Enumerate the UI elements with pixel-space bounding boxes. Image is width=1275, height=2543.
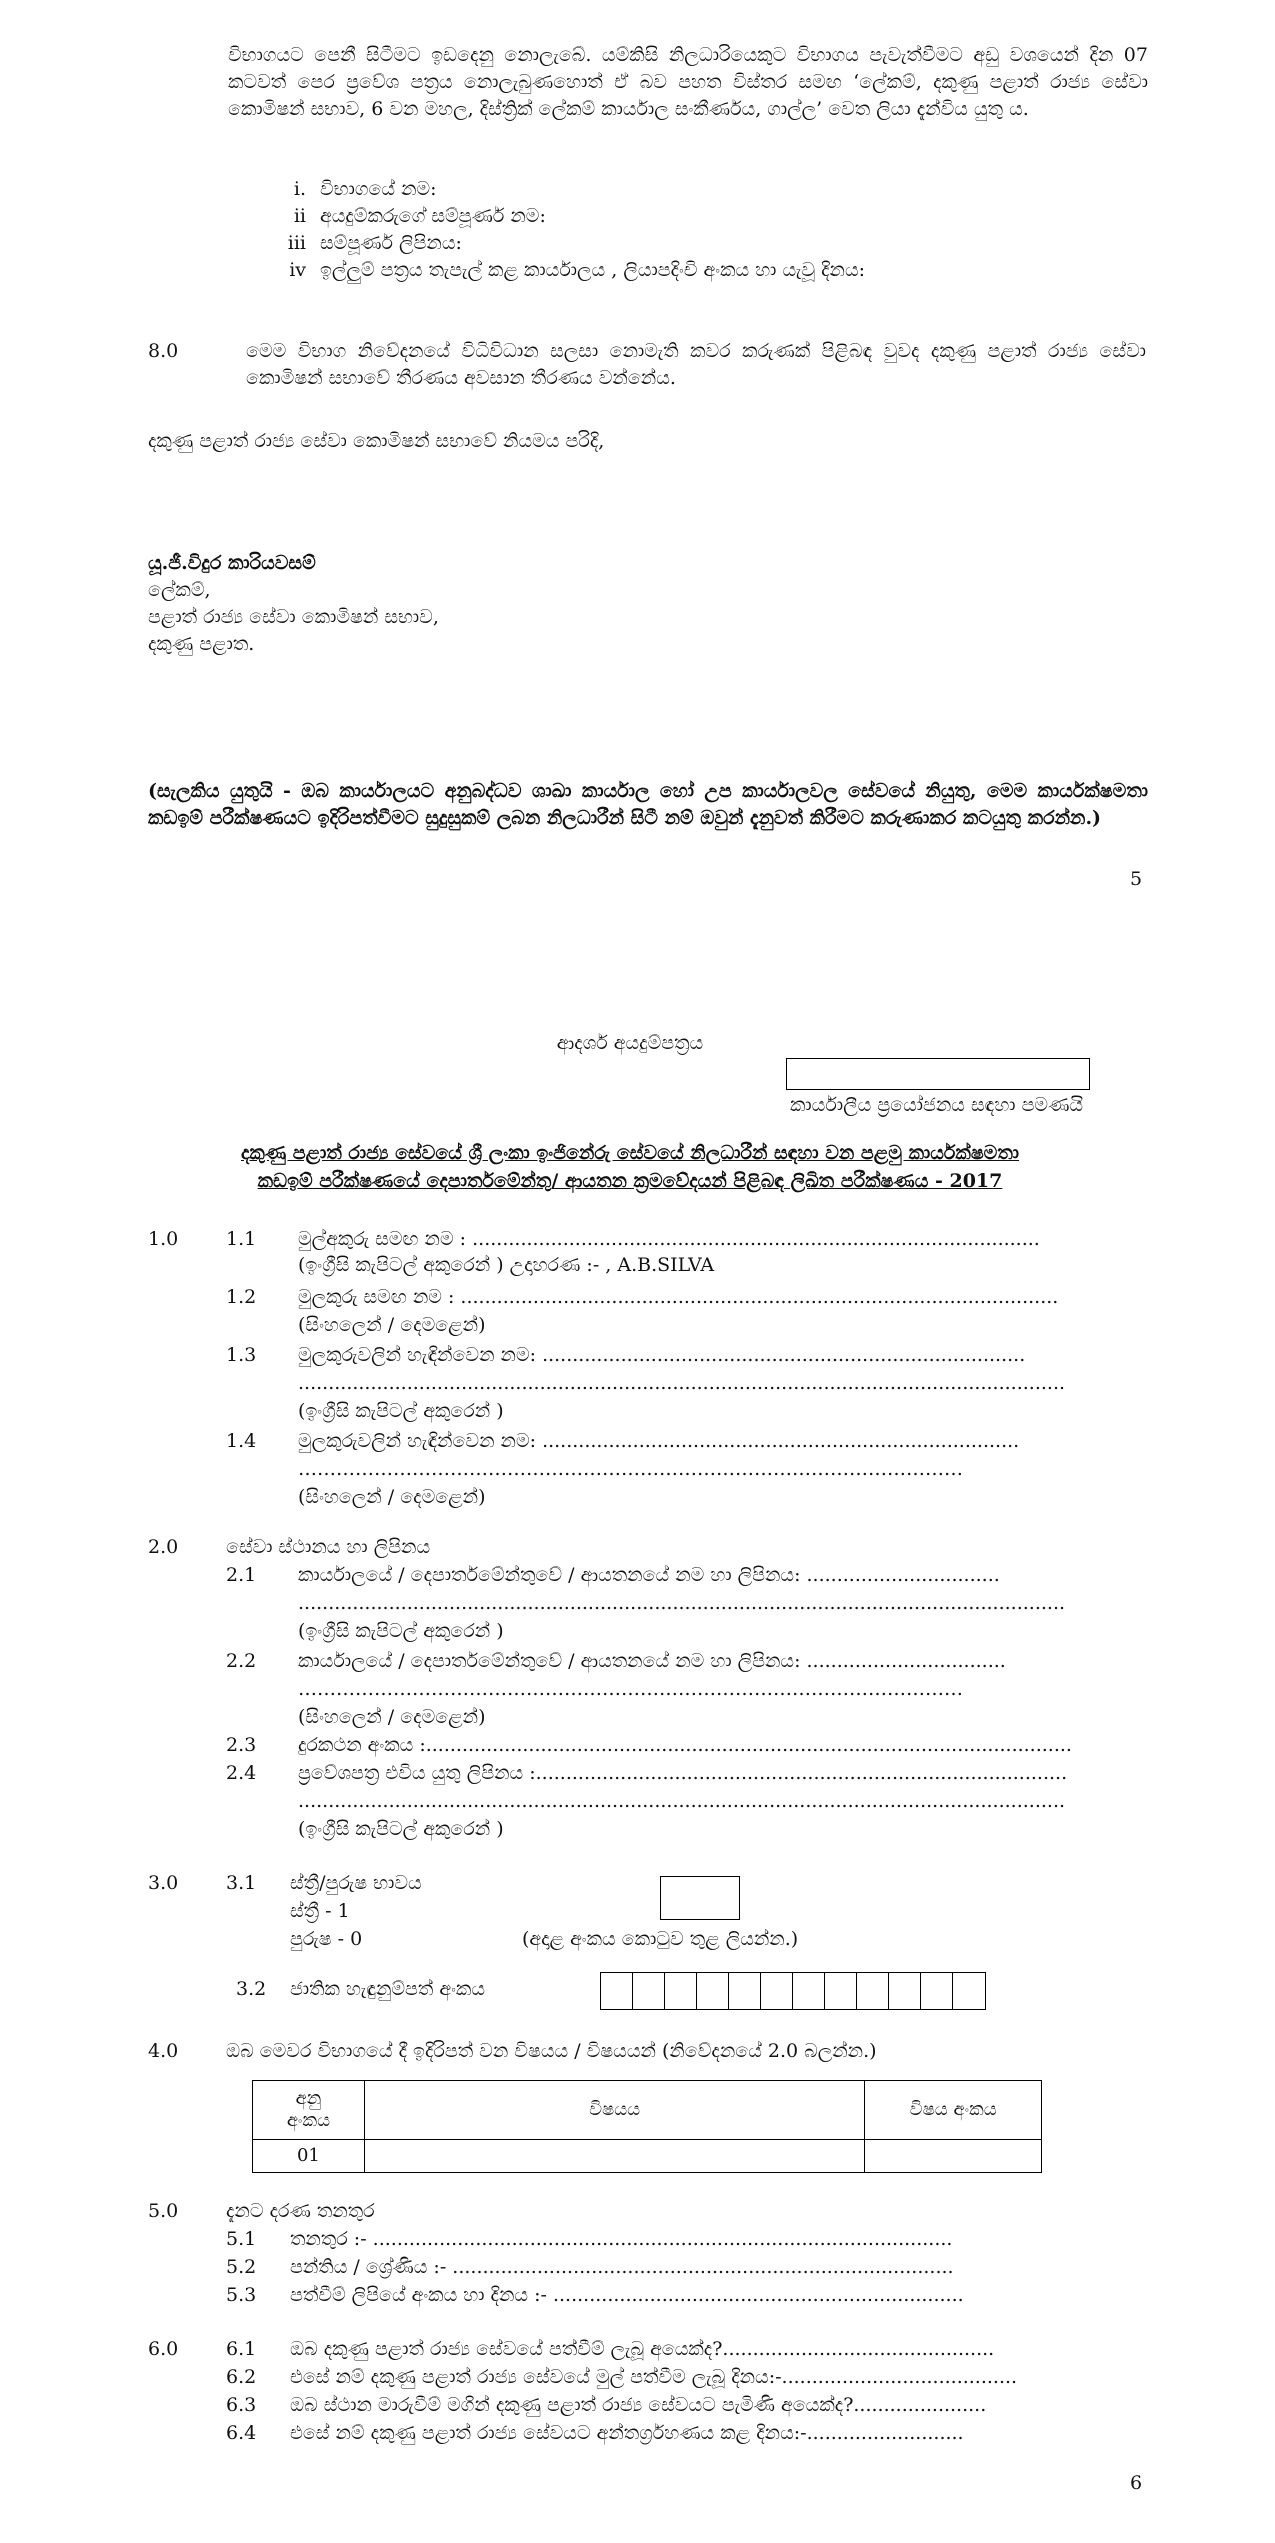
form-heading-line2: කඩඉම් පරීක්ෂණයේ දෙපාර්තමේන්තු/ ආයතන ක්‍රමවේදයන් පිළිබඳ ලිඛිත පරීක්ෂණය - 2017 — [257, 1170, 1003, 1192]
subject-no-header: විෂය අංකය — [865, 2081, 1042, 2140]
nic-digit-box[interactable] — [793, 1973, 825, 2009]
item-6-1-number: 6.1 — [226, 2338, 257, 2360]
item-1-3-number: 1.3 — [226, 1344, 257, 1366]
subject-header: විෂයය — [364, 2081, 865, 2140]
section-6-number: 6.0 — [148, 2338, 179, 2360]
section-1-number: 1.0 — [148, 1228, 179, 1250]
admission-address-continuation[interactable]: ............................................................................................................................... — [298, 1790, 1066, 1812]
form-heading-line1: දකුණු පළාත් රාජ්‍ය සේවයේ ශ්‍රී ලංකා ඉංජිනේරු සේවයේ නිලධාරීන් සඳහා වන පළමු කාර්යක්ෂමතා — [240, 1142, 1020, 1164]
page-number-5: 5 — [1130, 868, 1143, 890]
section-8-text: මෙම විභාග නිවේදනයේ විධිවිධාන සලසා නොමැති කවර කරුණක් පිළිබඳ වුවද දකුණු පළාත් රාජ්‍ය සේවා කොමිෂන් සභාවේ තීරණය අවසාන තීරණය වන්නේය. — [246, 340, 1146, 389]
name-initials-english-hint: (ඉංග්‍රීසි කැපිටල් අකුරෙන් ) උදාහරණ :- , A.B.SILVA — [298, 1254, 715, 1276]
nic-input-boxes[interactable] — [600, 1972, 986, 2010]
gender-input-box[interactable] — [660, 1876, 740, 1920]
item-2-2-number: 2.2 — [226, 1650, 257, 1672]
denoted-name-sinhala-field[interactable]: මුලකුරුවලින් හැඳින්වෙන නම: ............................................................................... — [298, 1430, 1020, 1452]
office-address-english-continuation[interactable]: ............................................................................................................................... — [298, 1592, 1066, 1614]
denoted-name-sinhala-hint: (සිංහලෙන් / දෙමළෙන්) — [298, 1486, 486, 1508]
nic-digit-box[interactable] — [761, 1973, 793, 2009]
transfer-question-field[interactable]: ඔබ ස්ථාන මාරුවීම් මගින් දකුණු පළාත් රාජ්‍ය සේවයට පැමිණි අයෙක්ද?...................... — [290, 2394, 987, 2416]
nic-digit-box[interactable] — [729, 1973, 761, 2009]
first-appointment-date-field[interactable]: එසේ නම් දකුණු පළාත් රාජ්‍ය සේවයේ මුල් පත්වීම ලැබූ දිනය:-....................................... — [290, 2366, 1018, 2388]
section-3-number: 3.0 — [148, 1872, 179, 1894]
item-1-4-number: 1.4 — [226, 1430, 257, 1452]
item-1-1-number: 1.1 — [226, 1228, 257, 1250]
subject-no-cell[interactable] — [865, 2140, 1042, 2173]
item-2-1-number: 2.1 — [226, 1564, 257, 1586]
section-2-title: සේවා ස්ථානය හා ලිපිනය — [226, 1536, 431, 1558]
denoted-name-english-field[interactable]: මුලකුරුවලින් හැඳින්වෙන නම: ................................................................................ — [298, 1344, 1026, 1366]
southern-appointment-question-field[interactable]: ඔබ දකුණු පළාත් රාජ්‍ය සේවයේ පත්වීම් ලැබූ අයෙක්ද?............................................. — [290, 2338, 995, 2360]
order-line: දකුණු පළාත් රාජ්‍ය සේවා කොමිෂන් සභාවේ නියමය පරිදි, — [148, 430, 605, 452]
section-5-number: 5.0 — [148, 2200, 179, 2222]
denoted-name-english-continuation[interactable]: ............................................................................................................................... — [298, 1372, 1066, 1394]
office-address-sinhala-hint: (සිංහලෙන් / දෙමළෙන්) — [298, 1706, 486, 1728]
gender-male-code: පුරුෂ - 0 — [290, 1928, 363, 1950]
nic-digit-box[interactable] — [601, 1973, 633, 2009]
note-paragraph: (සැලකිය යුතුයි - ඔබ කාර්යාලයට අනුබද්ධව ශාඛා කාර්යාල හෝ උප කාර්යාලවල සේවයේ නියුතු, මෙම කාර්යක්ෂමතා කඩඉම් පරීක්ෂණයට ඉදිරිපත්වීමට සුදුසුකම් ලබන නිලධාරීන් සිටී නම් ඔවුන් දැනුවත් කිරීමට කරුණාකර කටයුතු කරන්න.) — [148, 780, 1148, 829]
section-2-number: 2.0 — [148, 1536, 179, 1558]
nic-digit-box[interactable] — [665, 1973, 697, 2009]
nic-digit-box[interactable] — [889, 1973, 921, 2009]
item-1-2-number: 1.2 — [226, 1286, 257, 1308]
item-6-2-number: 6.2 — [226, 2366, 257, 2388]
office-use-label: කාර්යාලීය ප්‍රයෝජනය සඳහා පමණයි — [790, 1094, 1084, 1116]
item-3-1-number: 3.1 — [226, 1872, 257, 1894]
item-2-3-number: 2.3 — [226, 1734, 257, 1756]
list-item: iii සම්පූර්ණ ලිපිනය: — [287, 231, 462, 254]
list-item: ii අයදුම්කරුගේ සම්පූර්ණ නම: — [293, 204, 546, 227]
admission-address-hint: (ඉංග්‍රීසි කැපිටල් අකුරෙන් ) — [298, 1818, 504, 1840]
nic-digit-box[interactable] — [633, 1973, 665, 2009]
signatory-title: ලේකම්, — [148, 578, 211, 601]
office-address-sinhala-field[interactable]: කාර්යාලයේ / දෙපාර්තමේන්තුවේ / ආයතනයේ නම හා ලිපිනය: ................................. — [298, 1650, 1006, 1672]
denoted-name-sinhala-continuation[interactable]: …………………………………………………………………………………………… — [298, 1458, 963, 1480]
section-4-label: ඔබ මෙවර විභාගයේ දී ඉදිරිපත් වන විෂයය / විෂයයන් (නිවේදනයේ 2.0 බලන්න.) — [226, 2040, 877, 2062]
office-address-english-hint: (ඉංග්‍රීසි කැපිටල් අකුරෙන් ) — [298, 1620, 504, 1642]
section-8-number: 8.0 — [148, 340, 179, 362]
table-header-row — [253, 2081, 1042, 2140]
item-5-2-number: 5.2 — [226, 2256, 257, 2278]
signatory-name: යූ.ජී.විදුර කාරියවසම් — [148, 552, 316, 574]
section-5-title: දැනට දරණ තනතුර — [226, 2200, 375, 2222]
page-number-6: 6 — [1130, 2472, 1143, 2494]
serial-cell: 01 — [253, 2140, 365, 2173]
list-item: i. විභාගයේ නම: — [293, 178, 437, 200]
signature-block — [148, 550, 439, 658]
item-3-2-number: 3.2 — [236, 1978, 267, 2000]
item-2-4-number: 2.4 — [226, 1762, 257, 1784]
nic-digit-box[interactable] — [825, 1973, 857, 2009]
item-6-4-number: 6.4 — [226, 2422, 257, 2444]
name-initials-sinhala-hint: (සිංහලෙන් / දෙමළෙන්) — [298, 1314, 486, 1336]
form-title: ආදර්ශ අයදුම්පත්‍රය — [556, 1032, 704, 1054]
item-6-3-number: 6.3 — [226, 2394, 257, 2416]
denoted-name-english-hint: (ඉංග්‍රීසි කැපිටල් අකුරෙන් ) — [298, 1400, 504, 1422]
appointment-letter-field[interactable]: පත්වීම් ලිපියේ අංකය හා දිනය :- .................................................................... — [290, 2284, 964, 2306]
signatory-region: දකුණු පළාත. — [148, 632, 255, 655]
subjects-table — [252, 2080, 1042, 2173]
class-grade-field[interactable]: පන්තිය / ශ්‍රේණිය :- ................................................................................... — [290, 2256, 954, 2278]
serial-header: අනු අංකය — [253, 2081, 365, 2140]
office-use-box[interactable] — [786, 1058, 1090, 1090]
name-initials-english-field[interactable]: මුල්අකුරු සමඟ නම : .............................................................................................. — [298, 1228, 1040, 1250]
nic-label: ජාතික හැඳුනුම්පත් අංකය — [290, 1978, 485, 2000]
nic-digit-box[interactable] — [953, 1973, 985, 2009]
name-initials-sinhala-field[interactable]: මුලකුරු සමඟ නම : ................................................................................................... — [298, 1286, 1059, 1308]
signatory-office: පළාත් රාජ්‍ය සේවා කොමිෂන් සභාව, — [148, 605, 439, 628]
item-5-1-number: 5.1 — [226, 2228, 257, 2250]
office-address-english-field[interactable]: කාර්යාලයේ / දෙපාර්තමේන්තුවේ / ආයතනයේ නම හා ලිපිනය: ................................ — [298, 1564, 1000, 1586]
section-4-number: 4.0 — [148, 2040, 179, 2062]
gender-instruction: (අදාළ අංකය කොටුව තුළ ලියන්න.) — [522, 1928, 799, 1950]
nic-digit-box[interactable] — [857, 1973, 889, 2009]
telephone-field[interactable]: දුරකථන අංකය :........................................................................................................... — [298, 1734, 1072, 1756]
table-row — [253, 2140, 1042, 2173]
subject-cell[interactable] — [364, 2140, 865, 2173]
gender-label: ස්ත්‍රී/පුරුෂ භාවය — [290, 1872, 422, 1894]
details-list — [262, 176, 1142, 284]
item-5-3-number: 5.3 — [226, 2284, 257, 2306]
nic-digit-box[interactable] — [697, 1973, 729, 2009]
intro-paragraph: විභාගයට පෙනී සිටීමට ඉඩදෙනු නොලැබේ. යම්කිසි නිලධාරියෙකුට විභාගය පැවැත්වීමට අඩු වශයෙන් දින 07 කටවත් පෙර ප්‍රවේශ පත්‍රය නොලැබුණහොත් ඒ බව පහත විස්තර සමඟ ‘ලේකම්, දකුණු පළාත් රාජ්‍ය සේවා කොමිෂන් සභාව, 6 වන මහල, දිස්ත්‍රික් ලේකම් කාර්යාල සංකීර්ණය, ගාල්ල’ වෙත ලියා දැන්විය යුතු ය. — [228, 44, 1148, 120]
gender-female-code: ස්ත්‍රී - 1 — [290, 1900, 350, 1922]
list-item: iv ඉල්ලුම් පත්‍රය තැපැල් කළ කාර්යාලය , ලියාපදිංචි අංකය හා යැවූ දිනය: — [289, 258, 866, 281]
nic-digit-box[interactable] — [921, 1973, 953, 2009]
designation-field[interactable]: තනතුර :- ................................................................................................ — [290, 2228, 953, 2250]
office-address-sinhala-continuation[interactable]: …………………………………………………………………………………………… — [298, 1678, 963, 1700]
admission-address-field[interactable]: ප්‍රවේශපත්‍ර එවිය යුතු ලිපිනය :........................................................................................ — [298, 1762, 1068, 1784]
absorption-date-field[interactable]: එසේ නම් දකුණු පළාත් රාජ්‍ය සේවයට අන්තර්ග්‍රහණය කළ දිනය:-.......................... — [290, 2422, 964, 2444]
